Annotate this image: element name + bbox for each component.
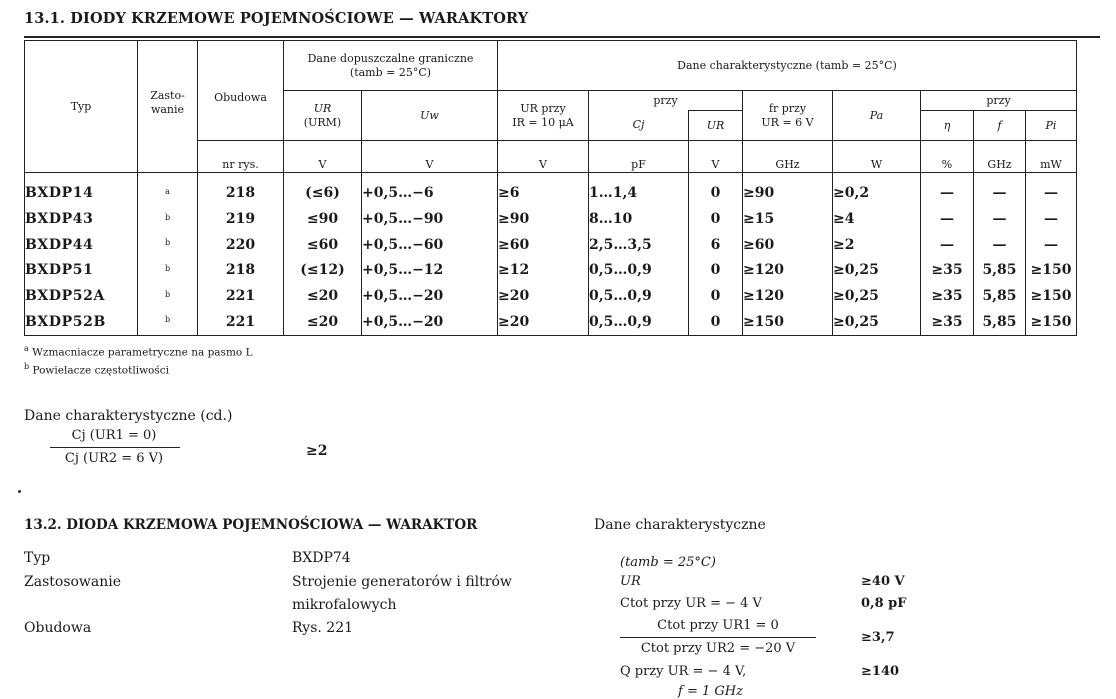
uw-range-cell: +0,5…−6: [362, 173, 498, 207]
header-nr-rys: nr rys.: [198, 141, 284, 173]
cj-ur-cell: 0: [689, 258, 743, 284]
cj-cell: 0,5…0,9: [589, 309, 689, 335]
freq-cell: —: [974, 207, 1026, 233]
application-cell: b: [138, 309, 198, 335]
eta-cell: —: [921, 232, 974, 258]
footnote-a: $^a$ Wzmacniacze parametryczne na pasmo L: [24, 344, 253, 359]
freq-cell: 5,85: [974, 309, 1026, 335]
pi-cell: ≥150: [1026, 284, 1077, 310]
header-fr: fr przy UR = 6 V: [743, 91, 833, 141]
uw-range-cell: +0,5…−90: [362, 207, 498, 233]
application-cell: a: [138, 173, 198, 207]
pa-cell: ≥0,25: [833, 284, 921, 310]
ratio-fraction-line: [620, 637, 816, 638]
header-ur2: UR: [689, 111, 743, 141]
unit-uw: V: [362, 141, 498, 173]
typ-value: BXDP74: [292, 550, 351, 566]
application-cell: b: [138, 284, 198, 310]
type-cell: BXDP51: [25, 258, 138, 284]
cj-ur-cell: 0: [689, 309, 743, 335]
fr-cell: ≥60: [743, 232, 833, 258]
heading-rule: [24, 36, 1100, 38]
ur-max-cell: ≤90: [284, 207, 362, 233]
header-typ: Typ: [25, 41, 138, 173]
unit-cj: pF: [589, 141, 689, 173]
q-value: ≥140: [861, 664, 900, 679]
unit-f: GHz: [974, 141, 1026, 173]
pa-cell: ≥0,25: [833, 309, 921, 335]
header-cj: Cj: [589, 111, 689, 141]
freq-cell: —: [974, 173, 1026, 207]
table-row: [25, 309, 1077, 335]
freq-cell: 5,85: [974, 284, 1026, 310]
fr-cell: ≥120: [743, 284, 833, 310]
zastosowanie-value-1: Strojenie generatorów i filtrów: [292, 574, 512, 590]
cj-cell: 2,5…3,5: [589, 232, 689, 258]
dot-mark: [18, 490, 21, 493]
ur-max-cell: (≤12): [284, 258, 362, 284]
pa-cell: ≥4: [833, 207, 921, 233]
package-cell: 221: [198, 309, 284, 335]
header-pa: Pa: [833, 91, 921, 141]
header-ur-przy: UR przy IR = 10 μA: [498, 91, 589, 141]
ur-value: ≥40 V: [861, 574, 905, 589]
uw-range-cell: +0,5…−20: [362, 284, 498, 310]
ratio-denominator: Ctot przy UR2 = −20 V: [640, 641, 796, 656]
table-row: [25, 173, 1077, 207]
type-cell: BXDP52A: [25, 284, 138, 310]
obudowa-value: Rys. 221: [292, 620, 354, 636]
header-ur: UR (URM): [284, 91, 362, 141]
header-zastosowanie: Zasto- wanie: [138, 41, 198, 173]
section-heading-13-1: 13.1. DIODY KRZEMOWE POJEMNOŚCIOWE — WARAKTORY: [24, 10, 529, 27]
fr-cell: ≥120: [743, 258, 833, 284]
package-cell: 218: [198, 258, 284, 284]
package-cell: 220: [198, 232, 284, 258]
type-cell: BXDP43: [25, 207, 138, 233]
ur-max-cell: ≤20: [284, 284, 362, 310]
header-dane-charakterystyczne: Dane charakterystyczne (tamb = 25°C): [498, 41, 1077, 91]
header-przy-1: przy: [589, 91, 743, 111]
pa-cell: ≥2: [833, 232, 921, 258]
ur-max-cell: (≤6): [284, 173, 362, 207]
fr-cell: ≥90: [743, 173, 833, 207]
pa-cell: ≥0,2: [833, 173, 921, 207]
cj-ur-cell: 6: [689, 232, 743, 258]
uw-range-cell: +0,5…−20: [362, 309, 498, 335]
ctot-value: 0,8 pF: [861, 596, 907, 611]
ur-at-ir-cell: ≥12: [498, 258, 589, 284]
uw-range-cell: +0,5…−12: [362, 258, 498, 284]
table-row: [25, 207, 1077, 233]
pi-cell: —: [1026, 173, 1077, 207]
ur-at-ir-cell: ≥6: [498, 173, 589, 207]
eta-cell: ≥35: [921, 284, 974, 310]
ur-at-ir-cell: ≥20: [498, 309, 589, 335]
ur-at-ir-cell: ≥60: [498, 232, 589, 258]
cj-cell: 0,5…0,9: [589, 284, 689, 310]
pi-cell: —: [1026, 232, 1077, 258]
cd-numerator: Cj (UR1 = 0): [71, 428, 157, 443]
eta-cell: —: [921, 207, 974, 233]
unit-fr: GHz: [743, 141, 833, 173]
header-eta: η: [921, 111, 974, 141]
ctot-label: Ctot przy UR = − 4 V: [620, 596, 762, 611]
q-label: Q przy UR = − 4 V,: [620, 664, 747, 679]
tamb-condition: (tamb = 25°C): [620, 555, 716, 570]
pi-cell: ≥150: [1026, 258, 1077, 284]
varactor-table: [24, 40, 1077, 336]
type-cell: BXDP52B: [25, 309, 138, 335]
cj-ur-cell: 0: [689, 173, 743, 207]
header-uw: Uw: [362, 91, 498, 141]
eta-cell: ≥35: [921, 258, 974, 284]
unit-ur: V: [284, 141, 362, 173]
header-pi: Pi: [1026, 111, 1077, 141]
package-cell: 219: [198, 207, 284, 233]
fr-cell: ≥15: [743, 207, 833, 233]
footnote-b: $^b$ Powielacze częstotliwości: [24, 362, 169, 377]
cj-cell: 0,5…0,9: [589, 258, 689, 284]
header-f: f: [974, 111, 1026, 141]
pi-cell: —: [1026, 207, 1077, 233]
application-cell: b: [138, 258, 198, 284]
pi-cell: ≥150: [1026, 309, 1077, 335]
package-cell: 218: [198, 173, 284, 207]
ur-label: UR: [620, 574, 641, 589]
eta-cell: ≥35: [921, 309, 974, 335]
table-row: [25, 284, 1077, 310]
cj-cell: 1…1,4: [589, 173, 689, 207]
cj-ur-cell: 0: [689, 284, 743, 310]
ratio-value: ≥3,7: [861, 630, 895, 645]
header-dane-graniczne: Dane dopuszczalne graniczne (tamb = 25°C): [284, 41, 498, 91]
cd-fraction-line: [50, 447, 180, 448]
cj-ur-cell: 0: [689, 207, 743, 233]
ur-at-ir-cell: ≥90: [498, 207, 589, 233]
uw-range-cell: +0,5…−60: [362, 232, 498, 258]
freq-cell: 5,85: [974, 258, 1026, 284]
table-row: [25, 232, 1077, 258]
ur-max-cell: ≤20: [284, 309, 362, 335]
cd-title: Dane charakterystyczne (cd.): [24, 408, 233, 424]
cj-cell: 8…10: [589, 207, 689, 233]
typ-label: Typ: [24, 550, 51, 566]
ratio-numerator: Ctot przy UR1 = 0: [657, 618, 779, 633]
unit-pi: mW: [1026, 141, 1077, 173]
dane-title: Dane charakterystyczne: [594, 517, 766, 533]
eta-cell: —: [921, 173, 974, 207]
package-cell: 221: [198, 284, 284, 310]
type-cell: BXDP44: [25, 232, 138, 258]
zastosowanie-value-2: mikrofalowych: [292, 597, 397, 613]
ur-max-cell: ≤60: [284, 232, 362, 258]
header-przy-2: przy: [921, 91, 1077, 111]
type-cell: BXDP14: [25, 173, 138, 207]
unit-ur-przy: V: [498, 141, 589, 173]
cd-denominator: Cj (UR2 = 6 V): [64, 451, 164, 466]
fr-cell: ≥150: [743, 309, 833, 335]
unit-ur2: V: [689, 141, 743, 173]
cd-value: ≥2: [306, 443, 328, 459]
freq-cell: —: [974, 232, 1026, 258]
section-heading-13-2: 13.2. DIODA KRZEMOWA POJEMNOŚCIOWA — WARAKTOR: [24, 517, 478, 533]
zastosowanie-label: Zastosowanie: [24, 574, 122, 590]
obudowa-label: Obudowa: [24, 620, 92, 636]
ur-at-ir-cell: ≥20: [498, 284, 589, 310]
application-cell: b: [138, 207, 198, 233]
pa-cell: ≥0,25: [833, 258, 921, 284]
unit-eta: %: [921, 141, 974, 173]
table-row: [25, 258, 1077, 284]
header-obudowa: Obudowa: [198, 41, 284, 141]
unit-pa: W: [833, 141, 921, 173]
q-frequency: f = 1 GHz: [678, 684, 743, 699]
application-cell: b: [138, 232, 198, 258]
